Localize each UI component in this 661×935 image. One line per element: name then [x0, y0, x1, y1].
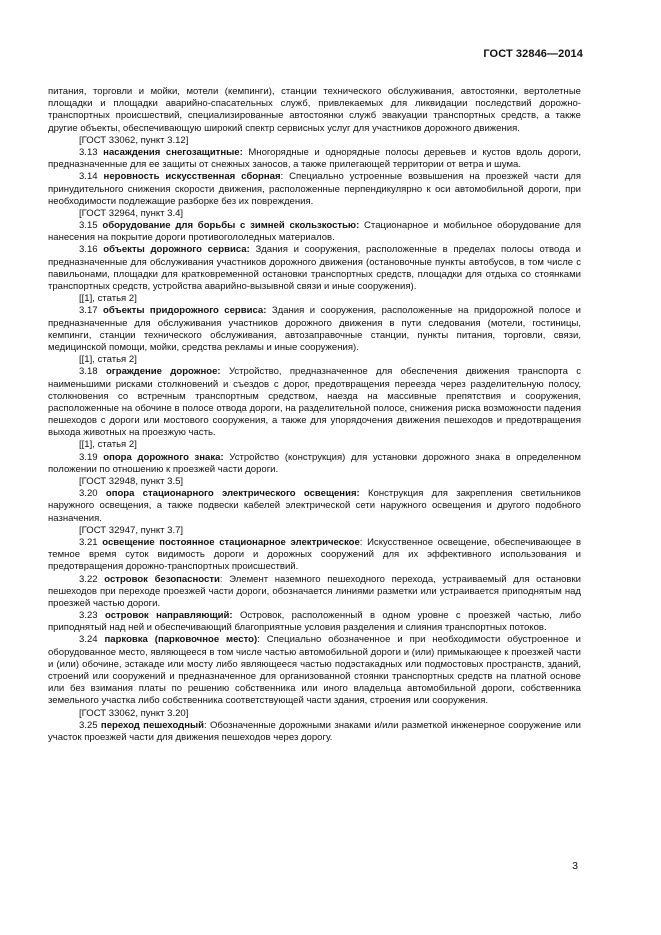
clause-number: 3.24 — [79, 634, 98, 646]
document-body — [48, 86, 581, 744]
definition-paragraph — [48, 147, 581, 171]
definition-text: : Специально обозначенное и при необходимости обустроенное и оборудованное место, являющееся в том числе частью автомобильной дороги и (или) примыкающее к проезжей части и (или) обочине, эстакаде или мосту либо являющееся частью подэстакадных или подмостовых пространств, зданий, строений или сооружений и предназначенное для организованной стоянки транспортных средств на платной основе или без взимания платы по решению собственника или иного владельца автомобильной дороги, собственника земельного участка либо собственника соответствующей части здания, строения или сооружения. — [48, 634, 581, 707]
definition-text: : Обозначенные дорожными знаками и/или разметкой инженерное сооружение или участок проезжей части для движения пешеходов через дорогу. — [48, 719, 581, 743]
clause-number: 3.14 — [79, 171, 98, 183]
source-reference: [ГОСТ 32947, пункт 3.7] — [79, 524, 184, 536]
clause-number: 3.18 — [79, 366, 98, 378]
definition-paragraph — [48, 305, 581, 354]
clause-number: 3.15 — [79, 220, 98, 232]
source-reference: [[1], статья 2] — [79, 354, 137, 366]
definition-paragraph — [48, 220, 581, 244]
defined-term: неровность искусственная сборная — [103, 171, 281, 183]
defined-term: оборудование для борьбы с зимней скользкостью: — [102, 220, 360, 232]
defined-term: опора стационарного электрического освещения: — [105, 488, 360, 500]
definition-text: Конструкция для закрепления светильников наружного освещения, а также подвески кабелей электрической сети наружного освещения и другого подобного назначения. — [48, 488, 582, 524]
defined-term: островок безопасности — [104, 573, 220, 585]
defined-term: объекты дорожного сервиса: — [103, 244, 250, 256]
defined-term: насаждения снегозащитные: — [103, 146, 243, 158]
clause-number: 3.22 — [79, 573, 98, 585]
continued-paragraph — [48, 86, 581, 135]
definition-text: питания, торговли и мойки, мотели (кемпинги), станции технического обслуживания, автостоянки, вертолетные площадки и площадки аварийно-спасательных служб, привлекаемых для ликвидации последствий дорожно-транспортных происшествий, специализированные автостоянки служб эвакуации транспортных средств, а также другие объекты, обеспечивающую широкий спектр сервисных услуг для участников дорожного движения. — [48, 86, 581, 134]
definition-paragraph — [48, 574, 581, 611]
defined-term: освещение постоянное стационарное электрическое — [102, 536, 360, 548]
page-header-doc-id: ГОСТ 32846—2014 — [483, 48, 583, 60]
clause-number: 3.20 — [79, 488, 98, 500]
defined-term: ограждение дорожное: — [105, 366, 221, 378]
clause-number: 3.17 — [79, 305, 98, 317]
definition-paragraph — [48, 537, 581, 574]
definition-paragraph — [48, 488, 581, 525]
defined-term: островок направляющий: — [104, 610, 233, 622]
definition-paragraph — [48, 452, 581, 476]
definition-text: Здания и сооружения, расположенные на придорожной полосе и предназначенные для обслуживания участников дорожного движения в пути следования (мотели, гостиницы, кемпинги, станции технического обслуживания, автозаправочные станции, пункты питания, торговли, связи, медицинской помощи, мойки, средства рекламы и иные сооружения). — [48, 305, 582, 353]
clause-number: 3.23 — [79, 610, 98, 622]
source-reference: [ГОСТ 32964, пункт 3.4] — [79, 207, 184, 219]
page-number: 3 — [572, 860, 578, 872]
definition-text: Здания и сооружения, расположенные в пределах полосы отвода и предназначенные для обслуживания участников дорожного движения (остановочные пункты автобусов, в том числе с павильонами, площадки для кратковременной остановки транспортных средств, площадки для отдыха со стоянками транспортных средств, устройства аварийно-вызывной связи и иные сооружения). — [48, 244, 581, 292]
clause-number: 3.25 — [79, 719, 98, 731]
definition-text: Многорядные и однорядные полосы деревьев и кустов вдоль дороги, предназначенные для ее защиты от снежных заносов, а также прилегающей территории от ветра и шума. — [48, 146, 582, 171]
defined-term: переход пешеходный — [100, 719, 205, 731]
definition-text: Устройство (конструкция) для установки дорожного знака в определенном положении по отношению к проезжей части дороги. — [48, 451, 581, 475]
clause-number: 3.19 — [79, 451, 98, 463]
definition-paragraph — [48, 720, 581, 744]
source-reference: [ГОСТ 33062, пункт 3.12] — [79, 134, 189, 146]
definition-text: : Искусственное освещение, обеспечивающее в темное время суток видимость дороги и дорожных сооружений для их эффективного использования и предотвращения дорожно-транспортных происшествий. — [48, 536, 582, 573]
defined-term: опора дорожного знака: — [103, 451, 224, 463]
definition-paragraph — [48, 171, 581, 208]
defined-term: парковка (парковочное место) — [104, 634, 258, 646]
definition-paragraph — [48, 634, 581, 707]
definition-text: Островок, расположенный в одном уровне с проезжей частью, либо приподнятый над ней и обеспечивающий благоприятные условия разделения и слияния транспортных потоков. — [48, 610, 582, 634]
definition-text: : Элемент наземного пешеходного перехода, устраиваемый для остановки пешеходов при переходе проезжей части дороги, обозначается линиями разметки или устраивается приподнятым над проезжей частью дороги. — [48, 573, 581, 609]
source-reference: [[1], статья 2] — [79, 439, 137, 451]
definition-paragraph — [48, 610, 581, 634]
definition-text: : Специально устроенные возвышения на проезжей части для принудительного снижения скорости движения, расположенные перпендикулярно к оси автомобильной дороги, при необходимости подлежащие разборке без их повреждения. — [48, 171, 582, 207]
definition-paragraph — [48, 244, 581, 293]
definition-text: Стационарное и мобильное оборудование для нанесения на покрытие дороги противогололедных материалов. — [48, 220, 581, 244]
definition-paragraph — [48, 366, 581, 439]
source-reference: [ГОСТ 32948, пункт 3.5] — [79, 476, 184, 487]
clause-number: 3.21 — [79, 536, 98, 548]
clause-number: 3.13 — [79, 146, 98, 158]
definition-text: Устройство, предназначенное для обеспечения движения транспорта с наименьшими рисками столкновений и съездов с дорог, предотвращения переезда через разделительную полосу, столкновения со встречным транспортным средством, наезда на массивные препятствия и сооружения, расположенные на обочине в полосе отвода дороги, на разделительной полосе, снижения риска возможности падения пешеходов с дороги или мостового сооружения, а также для упорядочения движения пешеходов и предотвращения выхода животных на проезжую часть. — [48, 366, 582, 439]
source-reference: [ГОСТ 33062, пункт 3.20] — [79, 707, 189, 719]
defined-term: объекты придорожного сервиса: — [103, 305, 267, 317]
source-reference: [[1], статья 2] — [79, 293, 137, 305]
clause-number: 3.16 — [79, 244, 98, 256]
